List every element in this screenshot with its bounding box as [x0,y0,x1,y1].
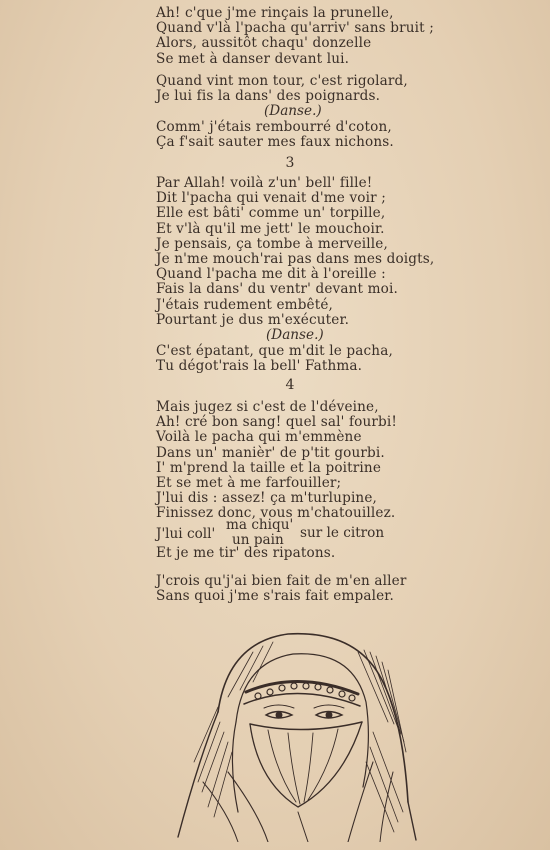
verse-line: Je n'me mouch'rai pas dans mes doigts, [156,251,435,268]
verse-line: Ah! c'que j'me rinçais la prunelle, [156,5,394,21]
verse-line: Tu dégot'rais la bell' Fathma. [156,357,363,374]
verse-line: Et se met à me farfouiller; [156,475,342,492]
stanza-verse-3b [156,298,446,374]
verse-line: Elle est bâti' comme un' torpille, [156,205,386,222]
verse-line: Finissez donc, vous m'chatouillez. [156,505,396,522]
verse-line: Sans quoi j'me s'rais fait empaler. [156,588,394,605]
verse-number: 4 [285,377,295,393]
stanza-verse-4b [156,546,446,561]
verse-line: Dit l'pacha qui venait d'me voir ; [156,190,386,207]
verse-line: Quand vint mon tour, c'est rigolard, [156,73,408,89]
verse-line: I' m'prend la taille et la poitrine [156,459,382,476]
stanza-verse-4a [156,400,446,522]
verse-line: Ah! cré bon sang! quel sal' fourbi! [156,414,398,431]
verse-line: J'lui dis : assez! ça m'turlupine, [156,490,378,507]
verse-line: Mais jugez si c'est de l'déveine, [156,399,379,415]
verse-line: Comm' j'étais rembourré d'coton, [156,118,392,135]
verse-line: Se met à danser devant lui. [156,50,350,67]
split-line-end: sur le citron [300,525,385,541]
stanza-verse-2b [156,74,446,150]
verse-line: Je pensais, ça tombe à merveille, [156,235,388,252]
verse-line: Ça f'sait sauter mes faux nichons. [156,133,394,150]
verse-line: Et v'là qu'il me jett' le mouchoir. [156,220,385,237]
verse-number: 3 [285,155,295,171]
stage-direction: (Danse.) [264,103,322,120]
verse-line: Et je me tir' des ripatons. [156,545,336,561]
split-line-upper: ma chiqu' [226,517,294,533]
stanza-verse-4c [156,574,446,604]
verse-line: Quand v'là l'pacha qu'arriv' sans bruit ; [156,20,434,37]
stanza-verse-3a [156,176,446,298]
split-line-lower: un pain [232,532,284,548]
stanza-verse-2a [156,6,446,67]
verse-line: Alors, aussitôt chaqu' donzelle [156,35,372,52]
verse-line: Quand l'pacha me dit à l'oreille : [156,266,386,283]
split-line-start: J'lui coll' [156,526,216,542]
verse-line: Par Allah! voilà z'un' bell' fille! [156,175,373,191]
verse-line: J'crois qu'j'ai bien fait de m'en aller [156,573,407,589]
verse-line: Dans un' manièr' de p'tit gourbi. [156,444,385,461]
verse-line: Je lui fis la dans' des poignards. [156,88,381,105]
verse-line: C'est épatant, que m'dit le pacha, [156,342,393,359]
verse-line: Fais la dans' du ventr' devant moi. [156,281,398,298]
veiled-woman-illustration [158,612,423,842]
verse-line: Pourtant je dus m'exécuter. [156,312,350,329]
verse-line: J'étais rudement embêté, [156,297,334,313]
stage-direction: (Danse.) [266,327,324,344]
verse-line: Voilà le pacha qui m'emmène [156,429,362,446]
